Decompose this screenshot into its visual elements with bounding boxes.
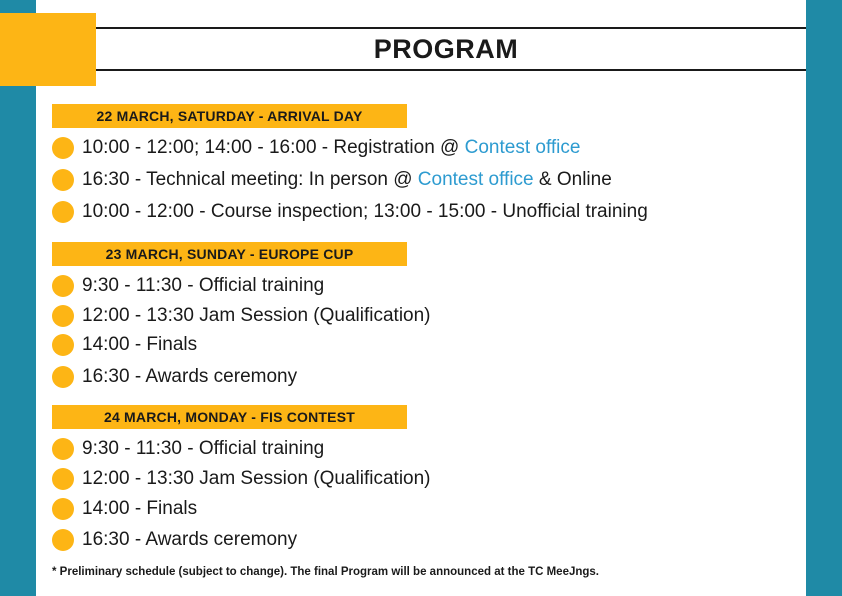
- schedule-item: [52, 167, 612, 193]
- schedule-item-text: 9:30 - 11:30 - Official training: [82, 438, 325, 459]
- schedule-item-text: 16:30 - Awards ceremony: [82, 529, 298, 550]
- bullet-dot: [52, 438, 74, 460]
- schedule-item-text: 12:00 - 13:30 Jam Session (Qualification): [82, 305, 431, 326]
- page-title: PROGRAM: [373, 34, 519, 64]
- day-header-saturday: 22 MARCH, SATURDAY - ARRIVAL DAY: [52, 104, 407, 128]
- bullet-dot: [52, 529, 74, 551]
- bullet-dot: [52, 137, 74, 159]
- footnote: * Preliminary schedule (subject to change). The final Program will be announced at the TC MeeJngs.: [52, 566, 600, 578]
- title-top-rule: [96, 27, 806, 29]
- right-side-bar: [806, 0, 842, 596]
- schedule-item-text: 9:30 - 11:30 - Official training: [82, 275, 325, 296]
- contest-office-link[interactable]: Contest office: [464, 137, 581, 158]
- schedule-item-text: 14:00 - Finals: [82, 498, 198, 519]
- schedule-item: [52, 364, 297, 390]
- schedule-item: [52, 273, 324, 299]
- schedule-item: [52, 436, 324, 462]
- day-header-sunday: 23 MARCH, SUNDAY - EUROPE CUP: [52, 242, 407, 266]
- schedule-item: [52, 496, 197, 522]
- contest-office-link[interactable]: Contest office: [417, 169, 534, 190]
- schedule-item: [52, 332, 197, 358]
- left-side-bar: [0, 0, 36, 596]
- schedule-item-text: 12:00 - 13:30 Jam Session (Qualification): [82, 468, 431, 489]
- day-header-monday: 24 MARCH, MONDAY - FIS CONTEST: [52, 405, 407, 429]
- schedule-item-text: 16:30 - Technical meeting: In person @ Contest office & Online: [82, 169, 612, 190]
- bullet-dot: [52, 169, 74, 191]
- bullet-dot: [52, 275, 74, 297]
- schedule-item: [52, 199, 648, 225]
- bullet-dot: [52, 498, 74, 520]
- title-bottom-rule: [96, 69, 806, 71]
- schedule-item: [52, 303, 431, 329]
- schedule-item-text: 10:00 - 12:00 - Course inspection; 13:00 - 15:00 - Unofficial training: [82, 201, 648, 222]
- schedule-item-text: 16:30 - Awards ceremony: [82, 366, 298, 387]
- schedule-item: [52, 466, 431, 492]
- schedule-item: [52, 135, 580, 161]
- schedule-item: [52, 527, 297, 553]
- bullet-dot: [52, 366, 74, 388]
- bullet-dot: [52, 468, 74, 490]
- bullet-dot: [52, 201, 74, 223]
- corner-accent-block: [0, 13, 96, 86]
- bullet-dot: [52, 334, 74, 356]
- bullet-dot: [52, 305, 74, 327]
- schedule-item-text: 10:00 - 12:00; 14:00 - 16:00 - Registration @ Contest office: [82, 137, 581, 158]
- schedule-item-text: 14:00 - Finals: [82, 334, 198, 355]
